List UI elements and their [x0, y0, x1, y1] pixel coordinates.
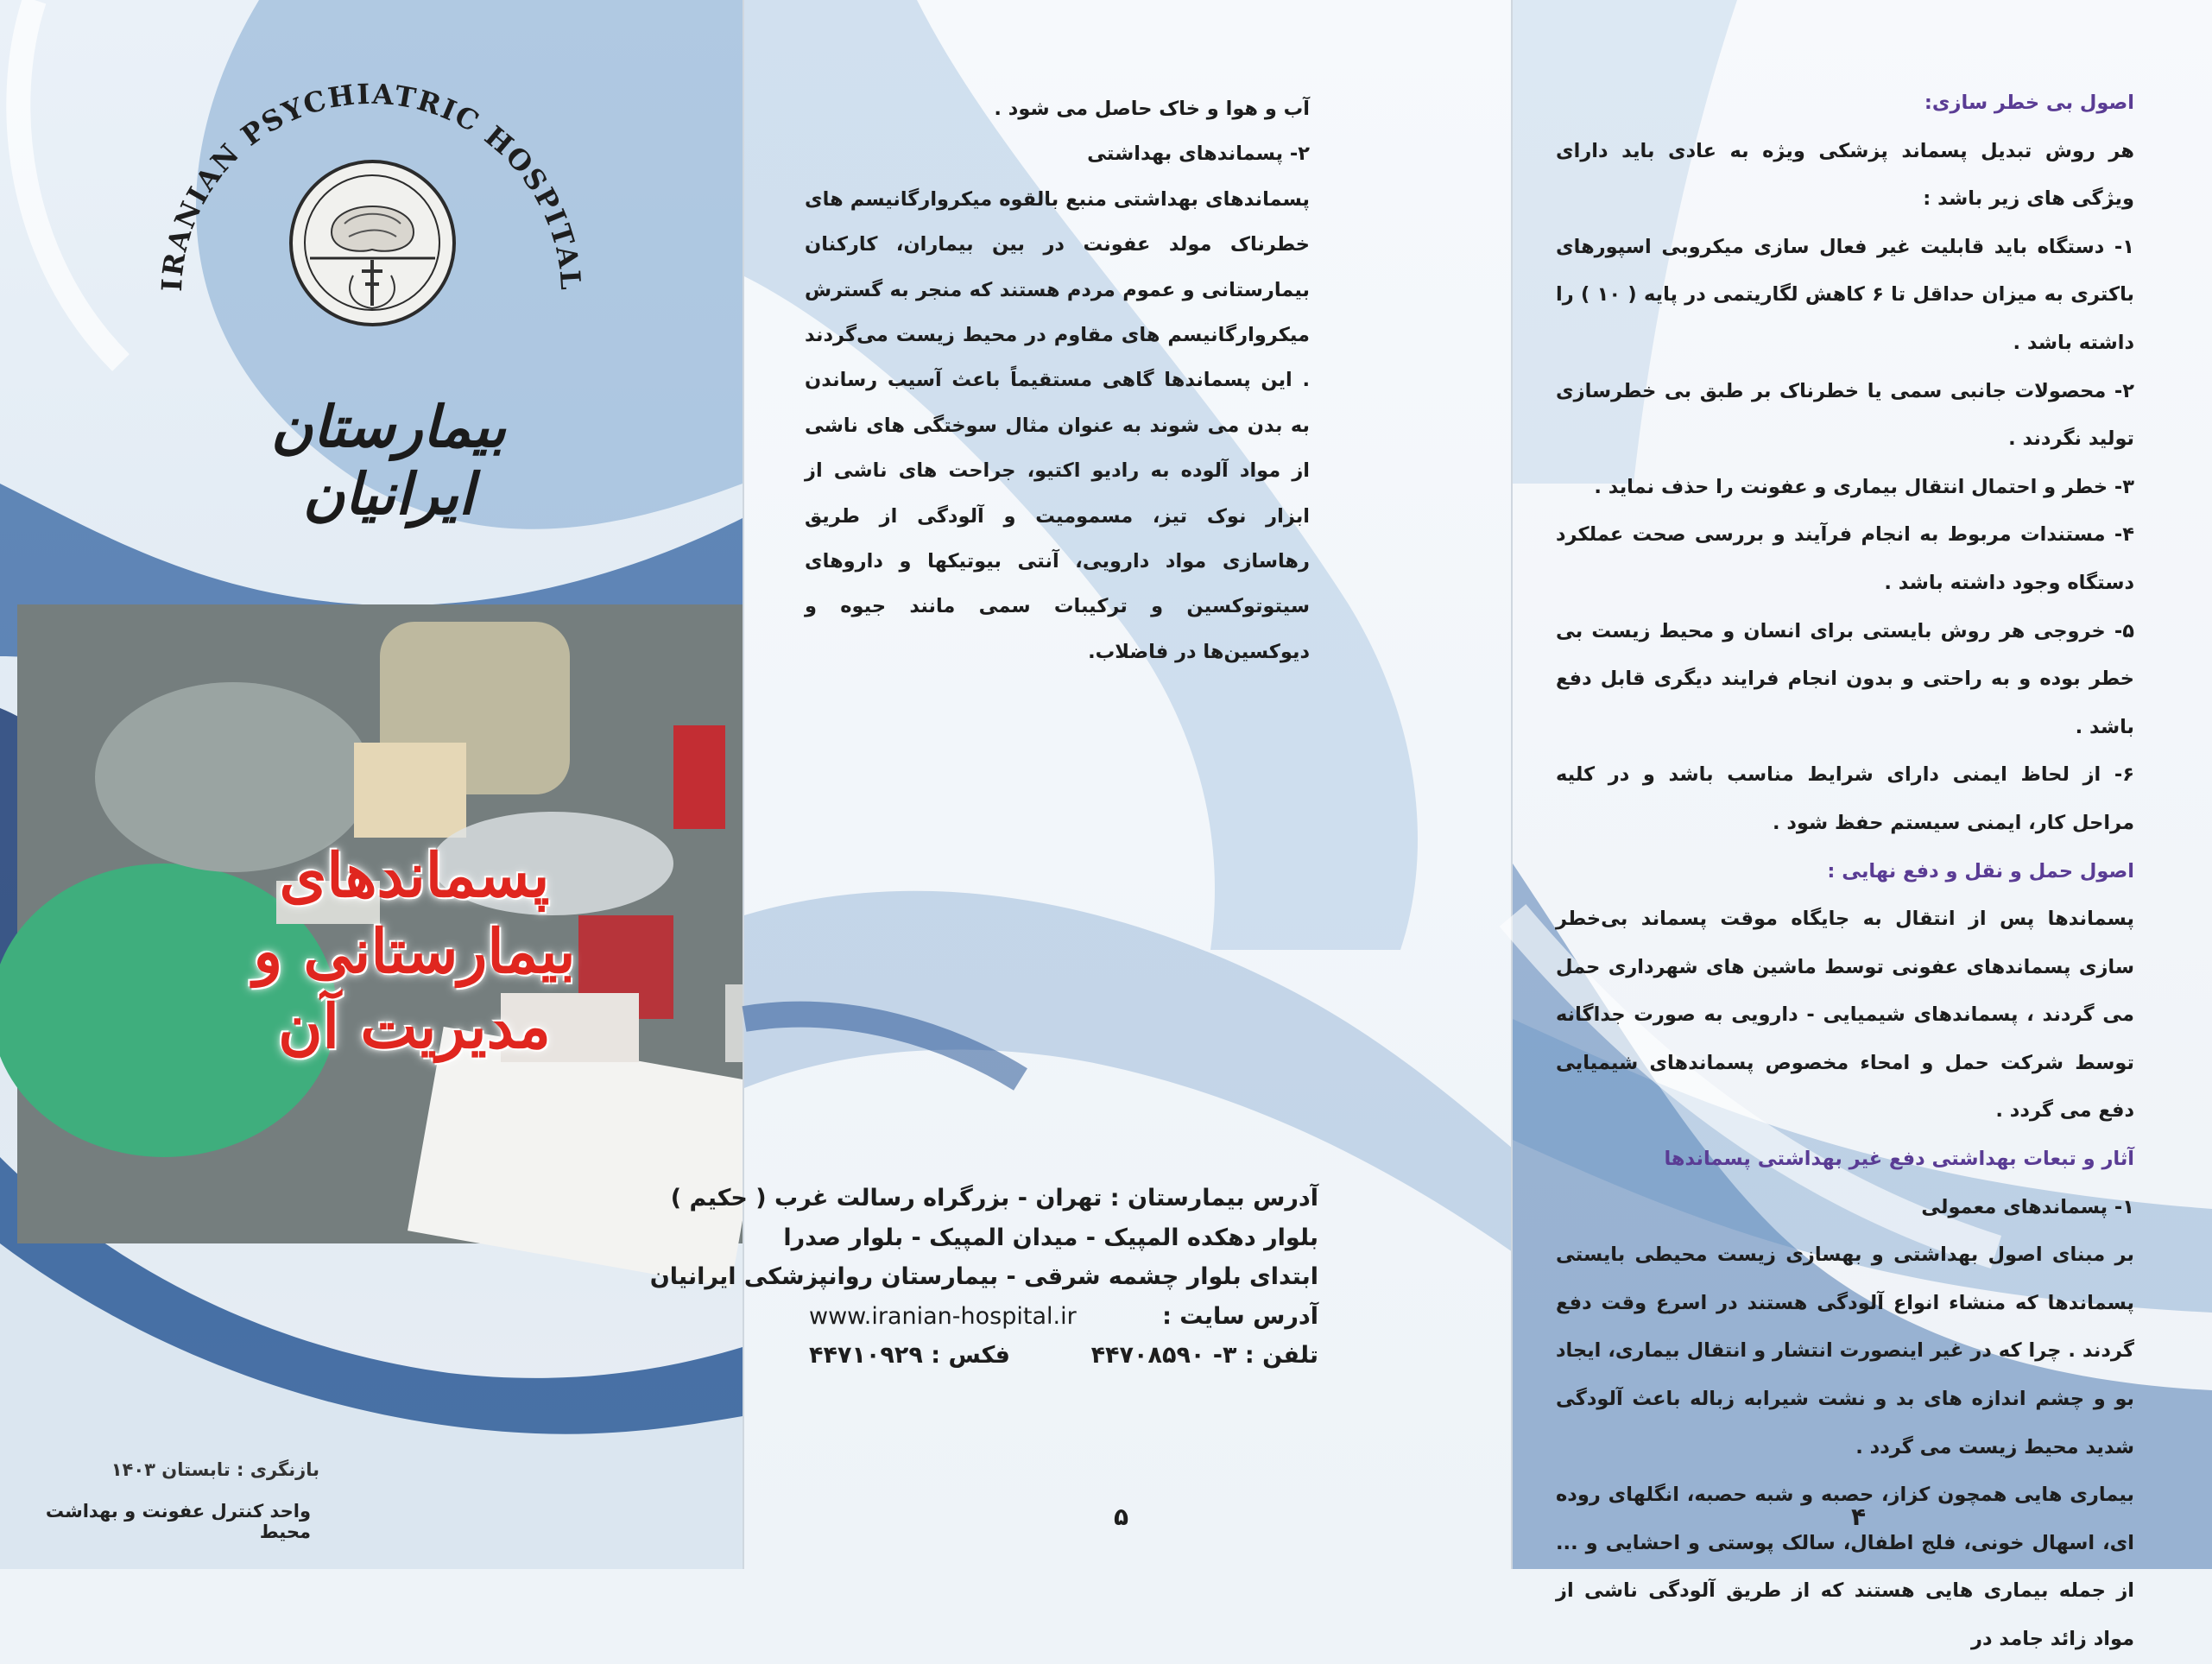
diseases-paragraph: بیماری هایی همچون کزاز، حصبه و شبه حصبه، انگلهای روده ای، اسهال خونی، فلج اطفال، سالک پوستی و احشایی و ... از جمله بیماری هایی هستند که از طریق آلودگی ناشی از مواد زائد جامد در — [1556, 1484, 2134, 1650]
safety-principles-section — [1556, 79, 2134, 1664]
website-label: آدرس سایت : — [1162, 1302, 1318, 1330]
principle-item-4: ۴- مستندات مربوط به انجام فرآیند و بررسی صحت عملکرد دستگاه وجود داشته باشد . — [1556, 523, 2134, 594]
heading-normal-waste: ۱- پسماندهای معمولی — [1921, 1195, 2134, 1218]
revision-date: بازنگری : تابستان ۱۴۰۳ — [111, 1459, 319, 1480]
brochure-title — [173, 838, 656, 1065]
intro-paragraph: هر روش تبدیل پسماند پزشکی ویژه به عادی باید دارای ویژگی های زیر باشد : — [1556, 139, 2134, 211]
health-waste-paragraph: پسماندهای بهداشتی منبع بالقوه میکروارگانیسم های خطرناک مولد عفونت در بین بیماران، کارکنان بیمارستانی و عموم مردم هستند که منجر به گسترش میکروارگانیسم های مقاوم در محیط زیست می‌گردند . این پسماندها گاهی مستقیماً باعث آسیب رساندن به بدن می شوند به عنوان مثال سوختگی های ناشی از مواد آلوده به رادیو اکتیو، جراحت های ناشی از ابزار نوک تیز، مسمومیت و آلودگی از طریق رهاسازی مواد دارویی، آنتی بیوتیکها و داروهای سیتوتوکسین و ترکیبات سمی مانند جیوه و دیوکسین‌ها در فاضلاب. — [805, 187, 1310, 663]
address-line3: ابتدای بلوار چشمه شرقی - بیمارستان روانپزشکی ایرانیان — [649, 1263, 1318, 1290]
heading-safe-treatment: اصول بی خطر سازی: — [1924, 92, 2134, 114]
website-row — [809, 1297, 1318, 1337]
hospital-name-fa: بیمارستان ایرانیان — [270, 393, 507, 528]
brochure-title-line1: پسماندهای بیمارستانی و — [253, 839, 576, 987]
principle-item-3: ۳- خطر و احتمال انتقال بیماری و عفونت را حذف نماید . — [1594, 475, 2134, 498]
brochure-title-line2: مدیریت آن — [278, 990, 551, 1062]
page-number: ۵ — [1114, 1503, 1129, 1531]
phone-row — [809, 1336, 1318, 1376]
address-line1: آدرس بیمارستان : تهران - بزرگراه رسالت غرب ( حکیم ) — [670, 1185, 1318, 1212]
website-link[interactable]: www.iranian-hospital.ir — [809, 1302, 1077, 1330]
principle-item-1: ۱- دستگاه باید قابلیت غیر فعال سازی میکروبی اسپورهای باکتری به میزان حداقل تا ۶ کاهش لگاریتمی در پایه ( ۱۰ ) را داشته باشد . — [1556, 235, 2134, 354]
transport-paragraph: پسماندها پس از انتقال به جایگاه موقت پسماند بی‌خطر سازی پسماندهای عفونی توسط ماشین های شهرداری حمل می گردند ، پسماندهای شیمیایی - دارویی به صورت جداگانه توسط شرکت حمل و امحاء مخصوص پسماندهای شیمیایی دفع می گردد . — [1556, 908, 2134, 1123]
page-number: ۴ — [1851, 1503, 1867, 1531]
heading-effects: آثار و تبعات بهداشتی دفع غیر بهداشتی پسماندها — [1664, 1148, 2134, 1171]
heading-health-waste: ۲- پسماندهای بهداشتی — [1087, 142, 1310, 166]
phone-number: تلفن : ۳- ۴۴۷۰۸۵۹۰ — [1090, 1342, 1318, 1369]
hospital-logo-block — [130, 78, 613, 528]
principle-item-6: ۶- از لحاظ ایمنی دارای شرایط مناسب باشد و در کلیه مراحل کار، ایمنی سیستم حفظ شود . — [1556, 763, 2134, 834]
address-line2: بلوار دهکده المپیک - میدان المپیک - بلوار صدرا — [783, 1224, 1318, 1251]
middle-panel — [649, 0, 1513, 1569]
fax-number: فکس : ۴۴۷۱۰۹۲۹ — [809, 1342, 1010, 1369]
hospital-name-en: IRANIAN PSYCHIATRIC HOSPITAL — [155, 78, 588, 293]
normal-waste-paragraph: بر مبنای اصول بهداشتی و بهسازی زیست محیطی بایستی پسماندها که منشاء انواع آلودگی هستند در اسرع وقت دفع گردند . چرا که در غیر اینصورت انتشار و انتقال بیماری، ایجاد بو و چشم اندازه های بد و نشت شیرابه زباله باعث آلودگی شدید محیط زیست می گردد . — [1556, 1243, 2134, 1458]
heading-transport: اصول حمل و نقل و دفع نهایی : — [1827, 859, 2134, 883]
hospital-emblem-icon — [289, 160, 456, 326]
right-panel — [1511, 0, 2212, 1650]
intro-line: آب و هوا و خاک حاصل می شود . — [994, 98, 1310, 120]
contact-block — [649, 1179, 1318, 1376]
health-waste-section — [805, 86, 1310, 674]
department-unit: واحد کنترل عفونت و بهداشت محیط — [45, 1501, 311, 1542]
principle-item-5: ۵- خروجی هر روش بایستی برای انسان و محیط زیست بی خطر بوده و به راحتی و بدون انجام فرایند دیگری قابل دفع باشد . — [1556, 619, 2134, 738]
cover-panel — [0, 0, 743, 1569]
principle-item-2: ۲- محصولات جانبی سمی یا خطرناک بر طبق بی خطرسازی تولید نگردند . — [1556, 379, 2134, 451]
